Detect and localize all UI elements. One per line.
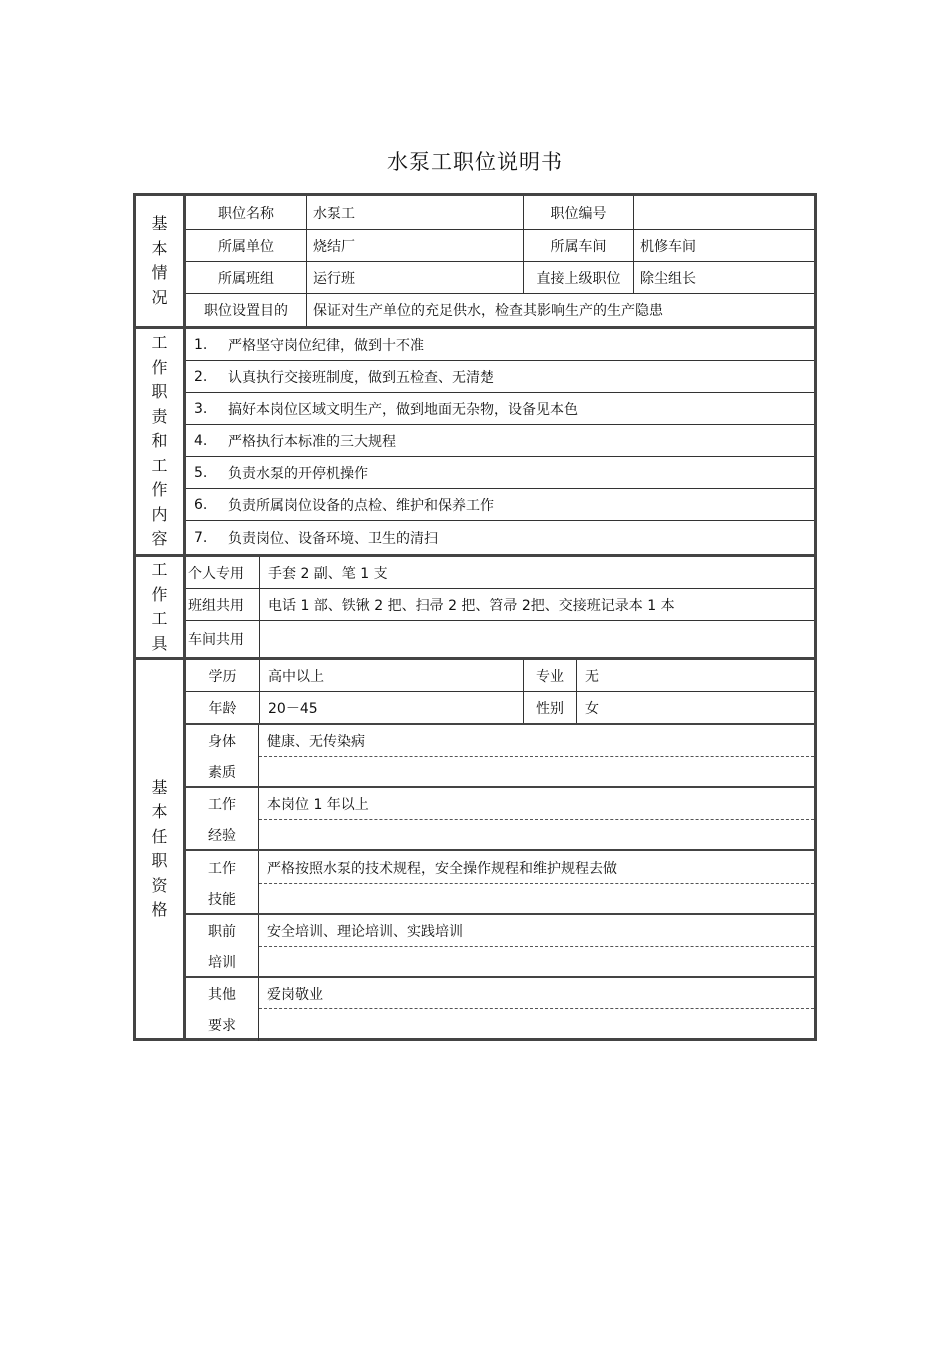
age-label: 年龄 xyxy=(208,700,237,717)
row-position-name xyxy=(186,196,814,230)
unit-value: 烧结厂 xyxy=(306,230,523,261)
gender-value: 女 xyxy=(576,692,814,723)
workshop-label: 所属车间 xyxy=(523,230,633,261)
section-qualifications-label: 基 本 任 职 资 格 xyxy=(136,660,186,1038)
section-duties-label: 工 作 职 责 和 工 作 内 容 xyxy=(136,329,186,554)
unit-label: 所属单位 xyxy=(218,238,274,255)
purpose-value: 保证对生产单位的充足供水，检查其影响生产的生产隐患 xyxy=(306,294,814,326)
duty-item: 1. 严格坚守岗位纪律，做到十不准 xyxy=(186,329,814,361)
team-value: 运行班 xyxy=(306,262,523,293)
skills-label: 工作 xyxy=(208,861,236,877)
row-workshop-tools xyxy=(186,621,814,657)
row-skills: 工作 技能 严格按照水泵的技术规程，安全操作规程和维护规程去做 xyxy=(186,851,814,915)
row-unit xyxy=(186,230,814,262)
gender-label: 性别 xyxy=(523,692,576,723)
duty-item: 3. 搞好本岗位区域文明生产，做到地面无杂物，设备见本色 xyxy=(186,393,814,425)
experience-value: 本岗位 1 年以上 xyxy=(267,797,369,813)
row-experience: 工作 经验 本岗位 1 年以上 xyxy=(186,788,814,851)
section-tools-label: 工 作 工 具 xyxy=(136,557,186,657)
workshop-tools-value xyxy=(259,621,814,657)
experience-label: 工作 xyxy=(208,797,236,813)
row-other: 其他 要求 爱岗敬业 xyxy=(186,978,814,1041)
row-team-tools xyxy=(186,589,814,621)
education-value: 高中以上 xyxy=(259,660,523,691)
workshop-value: 机修车间 xyxy=(633,230,814,261)
major-label: 专业 xyxy=(523,660,576,691)
physical-value: 健康、无传染病 xyxy=(267,734,365,750)
duty-item: 5. 负责水泵的开停机操作 xyxy=(186,457,814,489)
education-label: 学历 xyxy=(208,668,237,685)
physical-label: 身体 xyxy=(208,734,236,750)
duty-item: 7. 负责岗位、设备环境、卫生的清扫 xyxy=(194,529,438,547)
training-label: 职前 xyxy=(208,924,236,940)
other-value: 爱岗敬业 xyxy=(267,987,323,1003)
superior-value: 除尘组长 xyxy=(633,262,814,293)
row-physical: 身体 素质 健康、无传染病 xyxy=(186,725,814,788)
age-value: 20－45 xyxy=(259,692,523,723)
job-description-table xyxy=(133,193,817,1041)
section-tools xyxy=(136,554,814,657)
other-label: 其他 xyxy=(208,987,236,1003)
row-education xyxy=(186,660,814,692)
page-title: 水泵工职位说明书 xyxy=(387,150,563,174)
major-value: 无 xyxy=(576,660,814,691)
team-tools-label: 班组共用 xyxy=(188,597,244,614)
training-value: 安全培训、理论培训、实践培训 xyxy=(267,924,463,940)
personal-tools-label: 个人专用 xyxy=(188,565,244,582)
row-age xyxy=(186,692,814,725)
row-personal-tools xyxy=(186,557,814,589)
workshop-tools-label: 车间共用 xyxy=(188,632,244,648)
position-name-label: 职位名称 xyxy=(218,205,274,222)
purpose-label: 职位设置目的 xyxy=(204,303,288,319)
team-tools-value: 电话 1 部、铁锹 2 把、扫帚 2 把、笤帚 2把、交接班记录本 1 本 xyxy=(259,589,814,620)
duty-item: 4. 严格执行本标准的三大规程 xyxy=(186,425,814,457)
section-basic xyxy=(136,196,814,326)
section-duties xyxy=(136,326,814,554)
duty-item: 2. 认真执行交接班制度，做到五检查、无清楚 xyxy=(186,361,814,393)
duty-item: 6. 负责所属岗位设备的点检、维护和保养工作 xyxy=(186,489,814,521)
position-code-value xyxy=(633,196,814,229)
row-purpose xyxy=(186,294,814,326)
superior-label: 直接上级职位 xyxy=(523,262,633,293)
row-training: 职前 培训 安全培训、理论培训、实践培训 xyxy=(186,915,814,978)
position-code-label: 职位编号 xyxy=(523,196,633,229)
row-team xyxy=(186,262,814,294)
skills-value: 严格按照水泵的技术规程，安全操作规程和维护规程去做 xyxy=(267,861,617,877)
section-qualifications xyxy=(136,657,814,1038)
personal-tools-value: 手套 2 副、笔 1 支 xyxy=(259,557,814,588)
team-label: 所属班组 xyxy=(218,270,274,287)
position-name-value: 水泵工 xyxy=(306,196,523,229)
section-basic-label: 基 本 情 况 xyxy=(136,196,186,326)
